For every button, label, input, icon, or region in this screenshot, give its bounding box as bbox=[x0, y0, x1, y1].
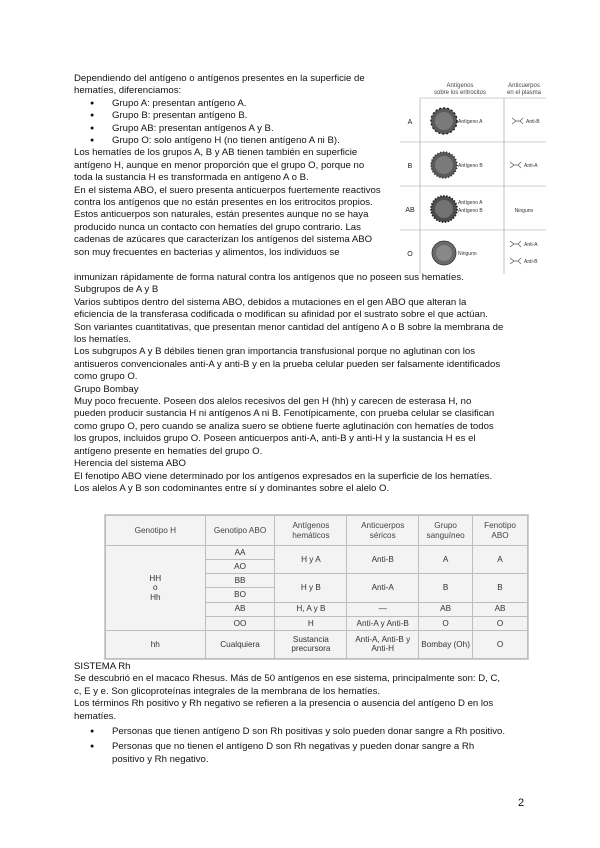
paragraph-line: los grupos, incluidos grupo O. Poseen anticuerpos anti-A, anti-B y anti-H y la sustancia H es el bbox=[74, 433, 476, 445]
paragraph-line: Estos anticuerpos son naturales, están presentes aunque no se haya bbox=[74, 209, 369, 221]
paragraph-line: Se descubrió en el macaco Rhesus. Más de 50 antígenos en ese sistema, principalmente son: D, C, bbox=[74, 673, 501, 685]
paragraph-line: antisueros convencionales anti-A y anti-B y en la prueba celular pueden ser falsamente identificados bbox=[74, 358, 501, 370]
paragraph-line: son muy frecuentes en bacterias y alimentos, los individuos se bbox=[74, 246, 340, 258]
paragraph-line: Los términos Rh positivo y Rh negativo se refieren a la presencia o ausencia del antígeno D en los bbox=[74, 698, 494, 710]
body-block bbox=[74, 272, 526, 495]
paragraph-line: inmunizan rápidamente de forma natural contra los antígenos que no poseen sus hematíes. bbox=[74, 272, 464, 283]
cell-abo: AB bbox=[205, 602, 275, 616]
figure-antigen-label: Antígeno A bbox=[458, 119, 483, 125]
page-number: 2 bbox=[518, 797, 525, 809]
paragraph-line: toda la sustancia H es transformada en antígeno A o B. bbox=[74, 172, 309, 184]
figure-header-antibodies: Anticuerpos bbox=[508, 83, 540, 89]
cell-grupo: A bbox=[419, 546, 473, 574]
intro-block bbox=[74, 73, 392, 259]
group-a-bullet: ● Grupo A: presentan antígeno A. bbox=[74, 98, 392, 110]
cell-grupo: AB bbox=[419, 602, 473, 616]
rh-negative-bullet: ● Personas que no tienen el antígeno D son Rh negativas y pueden donar sangre a Rh bbox=[74, 741, 526, 753]
genotype-table bbox=[104, 514, 529, 660]
figure-antibody-label: Anti-A bbox=[524, 242, 538, 248]
cell-antigenos: H, A y B bbox=[275, 602, 347, 616]
abo-figure-svg bbox=[400, 78, 546, 274]
red-cell-a bbox=[431, 108, 457, 134]
paragraph-line: Los alelos A y B son codominantes entre sí y dominantes sobre el alelo O. bbox=[74, 482, 390, 494]
cell-anticuerpos: Anti-B bbox=[347, 546, 419, 574]
figure-antigen-label: Antígeno B bbox=[458, 163, 483, 169]
paragraph-line: Muy poco frecuente. Poseen dos alelos recesivos del gen H (hh) y carecen de esterasa H, no bbox=[74, 396, 472, 408]
paragraph-line: como grupo O. bbox=[74, 371, 138, 383]
paragraph-line: contra los antígenos que no están presentes en los eritrocitos propios. bbox=[74, 197, 373, 209]
paragraph-line: antígeno presente en hematíes del grupo O. bbox=[74, 445, 263, 457]
paragraph-line: los hematíes. bbox=[74, 334, 132, 346]
paragraph-line: En el sistema ABO, el suero presenta anticuerpos fuertemente reactivos bbox=[74, 184, 381, 196]
figure-antibody-label: Ninguno bbox=[514, 208, 534, 214]
paragraph-line: Los hematíes de los grupos A, B y AB tienen también en superficie bbox=[74, 147, 358, 159]
cell-antigenos: H y A bbox=[275, 546, 347, 574]
section-heading-bombay: Grupo Bombay bbox=[74, 383, 139, 395]
figure-antibody-label: Anti-A bbox=[524, 163, 538, 169]
cell-fenotipo: B bbox=[473, 574, 528, 602]
cell-abo: AA bbox=[205, 546, 275, 560]
paragraph-line: eficiencia de la transferasa codificada o modifican su afinidad por el sustrato sobre el que actúan. bbox=[74, 309, 488, 321]
cell-abo: AO bbox=[205, 560, 275, 574]
cell-genotipo-h: hh bbox=[106, 630, 206, 658]
figure-header-antibodies-sub: en el plasma bbox=[506, 90, 542, 96]
paragraph-line: antígeno H, aunque en menor proporción que el grupo O, porque no bbox=[74, 159, 365, 171]
cell-antigenos: Sustancia precursora bbox=[275, 630, 347, 658]
paragraph-line: pueden producir sustancia H ni antígenos A ni B. Fenotípicamente, con prueba celular se clasifican bbox=[74, 408, 495, 420]
rh-block bbox=[74, 661, 526, 766]
figure-antigen-label: Ninguno bbox=[458, 251, 477, 257]
figure-group-label: AB bbox=[405, 207, 415, 214]
abo-antigen-figure bbox=[400, 78, 546, 274]
cell-anticuerpos: Anti-A bbox=[347, 574, 419, 602]
header-genotipo-h: Genotipo H bbox=[106, 516, 206, 546]
cell-fenotipo: AB bbox=[473, 602, 528, 616]
red-cell-b bbox=[431, 152, 457, 178]
header-anticuerpos: Anticuerpos séricos bbox=[347, 516, 419, 546]
cell-text: HH bbox=[149, 573, 162, 583]
cell-grupo: B bbox=[419, 574, 473, 602]
red-cell-ab bbox=[431, 196, 457, 222]
cell-grupo: O bbox=[419, 616, 473, 630]
paragraph-line: hematíes. bbox=[74, 710, 117, 722]
paragraph-line: producido nunca un contacto con hematíes del grupo contrario. Las bbox=[74, 221, 361, 233]
section-heading-herencia: Herencia del sistema ABO bbox=[74, 458, 186, 470]
paragraph-line: El fenotipo ABO viene determinado por los antígenos expresados en la superficie de los hematíes. bbox=[74, 470, 493, 482]
cell-abo: Cualquiera bbox=[205, 630, 275, 658]
rh-negative-bullet-cont: positivo y Rh negativo. bbox=[112, 753, 209, 765]
cell-antigenos: H y B bbox=[275, 574, 347, 602]
cell-text: o bbox=[153, 583, 158, 593]
section-heading-subgroups: Subgrupos de A y B bbox=[74, 284, 159, 296]
figure-group-label: A bbox=[407, 119, 413, 126]
cell-abo: BB bbox=[205, 574, 275, 588]
rh-positive-bullet: ● Personas que tienen antígeno D son Rh positivas y solo pueden donar sangre a Rh positivo. bbox=[74, 726, 526, 738]
header-genotipo-abo: Genotipo ABO bbox=[205, 516, 275, 546]
intro-line: hematíes, diferenciamos: bbox=[74, 85, 182, 97]
group-ab-bullet: ● Grupo AB: presentan antígenos A y B. bbox=[74, 123, 392, 135]
table-row-bombay bbox=[106, 630, 528, 658]
cell-fenotipo: O bbox=[473, 616, 528, 630]
cell-anticuerpos: — bbox=[347, 602, 419, 616]
cell-abo: OO bbox=[205, 616, 275, 630]
group-o-bullet: ● Grupo O: solo antígeno H (no tienen antígeno A ni B). bbox=[74, 135, 392, 147]
cell-grupo: Bombay (Oh) bbox=[419, 630, 473, 658]
red-cell-o bbox=[432, 241, 456, 265]
cell-fenotipo: A bbox=[473, 546, 528, 574]
header-fenotipo: Fenotipo ABO bbox=[473, 516, 528, 546]
cell-anticuerpos: Anti-A, Anti-B y Anti-H bbox=[347, 630, 419, 658]
cell-abo: BO bbox=[205, 588, 275, 602]
figure-antibody-label-2: Anti-B bbox=[524, 259, 538, 265]
header-grupo: Grupo sanguíneo bbox=[419, 516, 473, 546]
figure-group-label: O bbox=[407, 251, 413, 258]
paragraph-line: cadenas de azúcares que caracterizan los antígenos del sistema ABO bbox=[74, 234, 373, 246]
figure-antibody-label: Anti-B bbox=[526, 119, 540, 125]
cell-anticuerpos: Anti-A y Anti-B bbox=[347, 616, 419, 630]
paragraph-line: Varios subtipos dentro del sistema ABO, debidos a mutaciones en el gen ABO que alteran la bbox=[74, 296, 467, 308]
figure-group-label: B bbox=[407, 163, 413, 170]
table-row bbox=[106, 546, 528, 560]
cell-fenotipo: O bbox=[473, 630, 528, 658]
paragraph-line: Los subgrupos A y B débiles tienen gran importancia transfusional porque no aglutinan con los bbox=[74, 346, 476, 358]
cell-antigenos: H bbox=[275, 616, 347, 630]
group-b-bullet: ● Grupo B: presentan antígeno B. bbox=[74, 110, 392, 122]
cell-text: Hh bbox=[150, 592, 161, 602]
genotype-table-grid bbox=[105, 515, 528, 659]
paragraph-line: c, E y e. Son glicoproteínas integrales de la membrana de los hematíes. bbox=[74, 685, 381, 697]
section-heading-rh: SISTEMA Rh bbox=[74, 661, 131, 672]
figure-header-antigens: Antígenos bbox=[446, 83, 474, 89]
figure-header-antigens-sub: sobre los eritrocitos bbox=[433, 90, 487, 96]
paragraph-line: Son variantes cuantitativas, que presentan menor cantidad del antígeno A o B sobre la membrana de bbox=[74, 321, 504, 333]
figure-antigen-label: Antígeno A bbox=[458, 200, 483, 206]
cell-genotipo-h-group bbox=[106, 546, 206, 631]
figure-antigen-label-2: Antígeno B bbox=[458, 208, 483, 214]
paragraph-line: como grupo O, pero cuando se analiza suero se obtiene fuerte aglutinación con hematíes de todos bbox=[74, 420, 494, 432]
intro-line: Dependiendo del antígeno o antígenos presentes en la superficie de bbox=[74, 73, 365, 84]
header-antigenos: Antígenos hemáticos bbox=[275, 516, 347, 546]
